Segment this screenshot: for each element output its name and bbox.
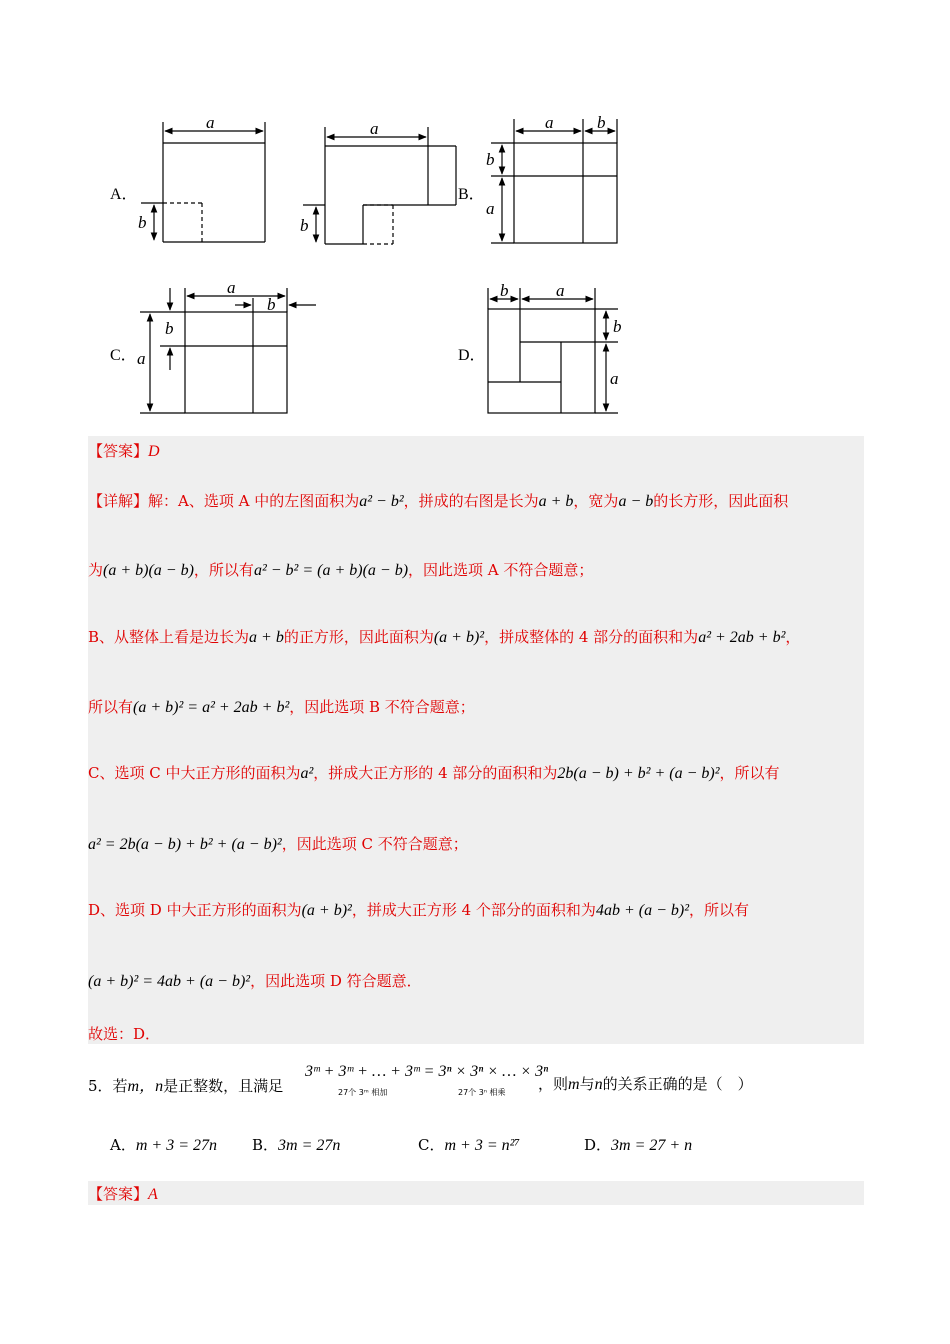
answer-tag: 【答案】 bbox=[88, 1185, 149, 1203]
fig-c-label-b-side: b bbox=[165, 319, 174, 338]
choice-expr: 3m = 27 + n bbox=[611, 1137, 693, 1154]
equation-equals: = bbox=[419, 1063, 439, 1080]
detail-text: ，拼成整体的 4 部分的面积和为 bbox=[484, 628, 699, 646]
detail-line-4 bbox=[88, 697, 475, 718]
answer-2-line bbox=[88, 1184, 158, 1205]
detail-text: ， bbox=[785, 628, 801, 646]
detail-text: C、选项 C 中大正方形的面积为 bbox=[88, 764, 301, 782]
choice-c[interactable] bbox=[418, 1134, 520, 1155]
fig-a-left-label-b: b bbox=[138, 213, 147, 232]
geometry-figures bbox=[0, 0, 950, 440]
question-text: ，则 bbox=[538, 1075, 569, 1093]
fig-a-left-label-a: a bbox=[206, 113, 215, 132]
figure-c bbox=[140, 288, 316, 413]
fig-c-label-a-side: a bbox=[137, 349, 146, 368]
fig-d-label-a-side: a bbox=[610, 369, 619, 388]
answer-value: D bbox=[148, 443, 160, 460]
option-label-c: C． bbox=[110, 347, 137, 364]
choice-label: B． bbox=[252, 1136, 279, 1154]
figure-b bbox=[491, 119, 617, 243]
math-expr: (a + b)² = 4ab + (a − b)² bbox=[88, 973, 251, 990]
fig-d-label-b-side: b bbox=[613, 317, 622, 336]
detail-line-1 bbox=[88, 491, 788, 512]
detail-text: ，所以有 bbox=[688, 901, 749, 919]
detail-line-8 bbox=[88, 971, 422, 992]
figure-a-right bbox=[303, 127, 456, 244]
figure-a-left bbox=[141, 122, 265, 242]
question-number: 5．若 bbox=[88, 1077, 128, 1095]
detail-text: 的长方形，因此面积 bbox=[653, 492, 789, 510]
math-expr: a² bbox=[300, 765, 314, 782]
detail-text: ，因此选项 A 不符合题意； bbox=[408, 561, 594, 579]
math-expr: 4ab + (a − b)² bbox=[595, 902, 689, 919]
fig-d-label-b-top: b bbox=[500, 281, 509, 300]
detail-text: ，拼成的右图是长为 bbox=[403, 492, 539, 510]
answer-line bbox=[88, 441, 160, 462]
choice-b[interactable] bbox=[252, 1134, 340, 1155]
detail-text: 解：A、选项 A 中的左图面积为 bbox=[148, 492, 360, 510]
math-expr: a² − b² = (a + b)(a − b) bbox=[253, 562, 409, 579]
equation-underbrace-left: 27个 3ᵐ 相加 bbox=[338, 1088, 388, 1097]
fig-a-right-label-a: a bbox=[370, 119, 379, 138]
math-expr: a + b bbox=[249, 629, 284, 646]
detail-tag: 【详解】 bbox=[88, 492, 149, 510]
math-expr: 2b(a − b) + b² + (a − b)² bbox=[557, 765, 720, 782]
fig-b-label-a-top: a bbox=[545, 113, 554, 132]
fig-b-label-a-side: a bbox=[486, 199, 495, 218]
fig-c-label-b-top: b bbox=[267, 295, 276, 314]
question-var-n: n bbox=[594, 1076, 603, 1093]
detail-text: ，因此选项 D 符合题意． bbox=[250, 972, 422, 990]
option-label-b: B． bbox=[458, 186, 485, 203]
math-expr: a + b bbox=[538, 493, 574, 510]
equation-left: 3ᵐ + 3ᵐ + … + 3ᵐ bbox=[305, 1063, 420, 1080]
choice-a[interactable] bbox=[110, 1134, 217, 1155]
choice-expr: 3m = 27n bbox=[278, 1137, 341, 1154]
math-expr: (a + b)(a − b) bbox=[103, 562, 194, 579]
question-5-equation bbox=[305, 1062, 548, 1081]
fig-a-right-label-b: b bbox=[300, 216, 309, 235]
answer-2-box bbox=[88, 1181, 864, 1205]
figure-d bbox=[488, 288, 618, 413]
math-expr: a² + 2ab + b² bbox=[698, 629, 786, 646]
detail-line-5 bbox=[88, 763, 780, 784]
fig-c-label-a-top: a bbox=[227, 278, 236, 297]
detail-line-3 bbox=[88, 627, 800, 648]
choice-label: C． bbox=[418, 1136, 445, 1154]
math-expr: (a + b)² bbox=[301, 902, 352, 919]
fig-d-label-a-top: a bbox=[556, 281, 565, 300]
detail-text: ，因此选项 B 不符合题意； bbox=[289, 698, 475, 716]
detail-text: ，因此选项 C 不符合题意； bbox=[281, 835, 468, 853]
answer-value: A bbox=[148, 1186, 158, 1203]
choice-expr: m + 3 = n²⁷ bbox=[444, 1137, 520, 1154]
detail-text: D、选项 D 中大正方形的面积为 bbox=[88, 901, 302, 919]
math-expr: a − b bbox=[618, 493, 654, 510]
detail-text: ，拼成大正方形 4 个部分的面积和为 bbox=[351, 901, 596, 919]
option-label-d: D． bbox=[458, 347, 486, 364]
fig-b-label-b-top: b bbox=[597, 113, 606, 132]
detail-text: 所以有 bbox=[88, 698, 134, 716]
choice-d[interactable] bbox=[584, 1134, 692, 1155]
question-var-m: m bbox=[568, 1076, 580, 1093]
math-expr: a² − b² bbox=[359, 493, 404, 510]
answer-explanation-box bbox=[88, 436, 864, 1044]
conclusion-text: 故选：D． bbox=[88, 1025, 161, 1043]
equation-right: 3ⁿ × 3ⁿ × … × 3ⁿ bbox=[438, 1063, 549, 1080]
choice-label: D． bbox=[584, 1136, 612, 1154]
question-text: 是正整数，且满足 bbox=[163, 1077, 284, 1095]
detail-line-6 bbox=[88, 834, 468, 855]
detail-line-2 bbox=[88, 560, 593, 581]
choice-label: A． bbox=[110, 1136, 136, 1154]
math-expr: (a + b)² bbox=[433, 629, 485, 646]
question-5-stem bbox=[88, 1073, 283, 1096]
detail-text: ，所以有 bbox=[193, 561, 254, 579]
question-5-stem-end bbox=[538, 1073, 753, 1094]
detail-text: 为 bbox=[88, 561, 104, 579]
math-expr: (a + b)² = a² + 2ab + b² bbox=[133, 699, 290, 716]
option-label-a: A． bbox=[110, 186, 138, 203]
question-vars: m，n bbox=[127, 1078, 164, 1095]
detail-text: ，宽为 bbox=[573, 492, 619, 510]
detail-text: ，所以有 bbox=[719, 764, 780, 782]
equation-underbrace-right: 27个 3ⁿ 相乘 bbox=[458, 1088, 506, 1097]
detail-line-7 bbox=[88, 900, 749, 921]
fig-b-label-b-side: b bbox=[486, 150, 495, 169]
answer-tag: 【答案】 bbox=[88, 442, 149, 460]
choice-expr: m + 3 = 27n bbox=[135, 1137, 217, 1154]
detail-text: ，拼成大正方形的 4 部分的面积和为 bbox=[313, 764, 558, 782]
question-text: 的关系正确的是（ ） bbox=[602, 1075, 753, 1093]
detail-line-9 bbox=[88, 1024, 160, 1044]
detail-text: 的正方形，因此面积为 bbox=[283, 628, 434, 646]
question-text: 与 bbox=[579, 1075, 595, 1093]
detail-text: B、从整体上看是边长为 bbox=[88, 628, 250, 646]
math-expr: a² = 2b(a − b) + b² + (a − b)² bbox=[88, 836, 282, 853]
